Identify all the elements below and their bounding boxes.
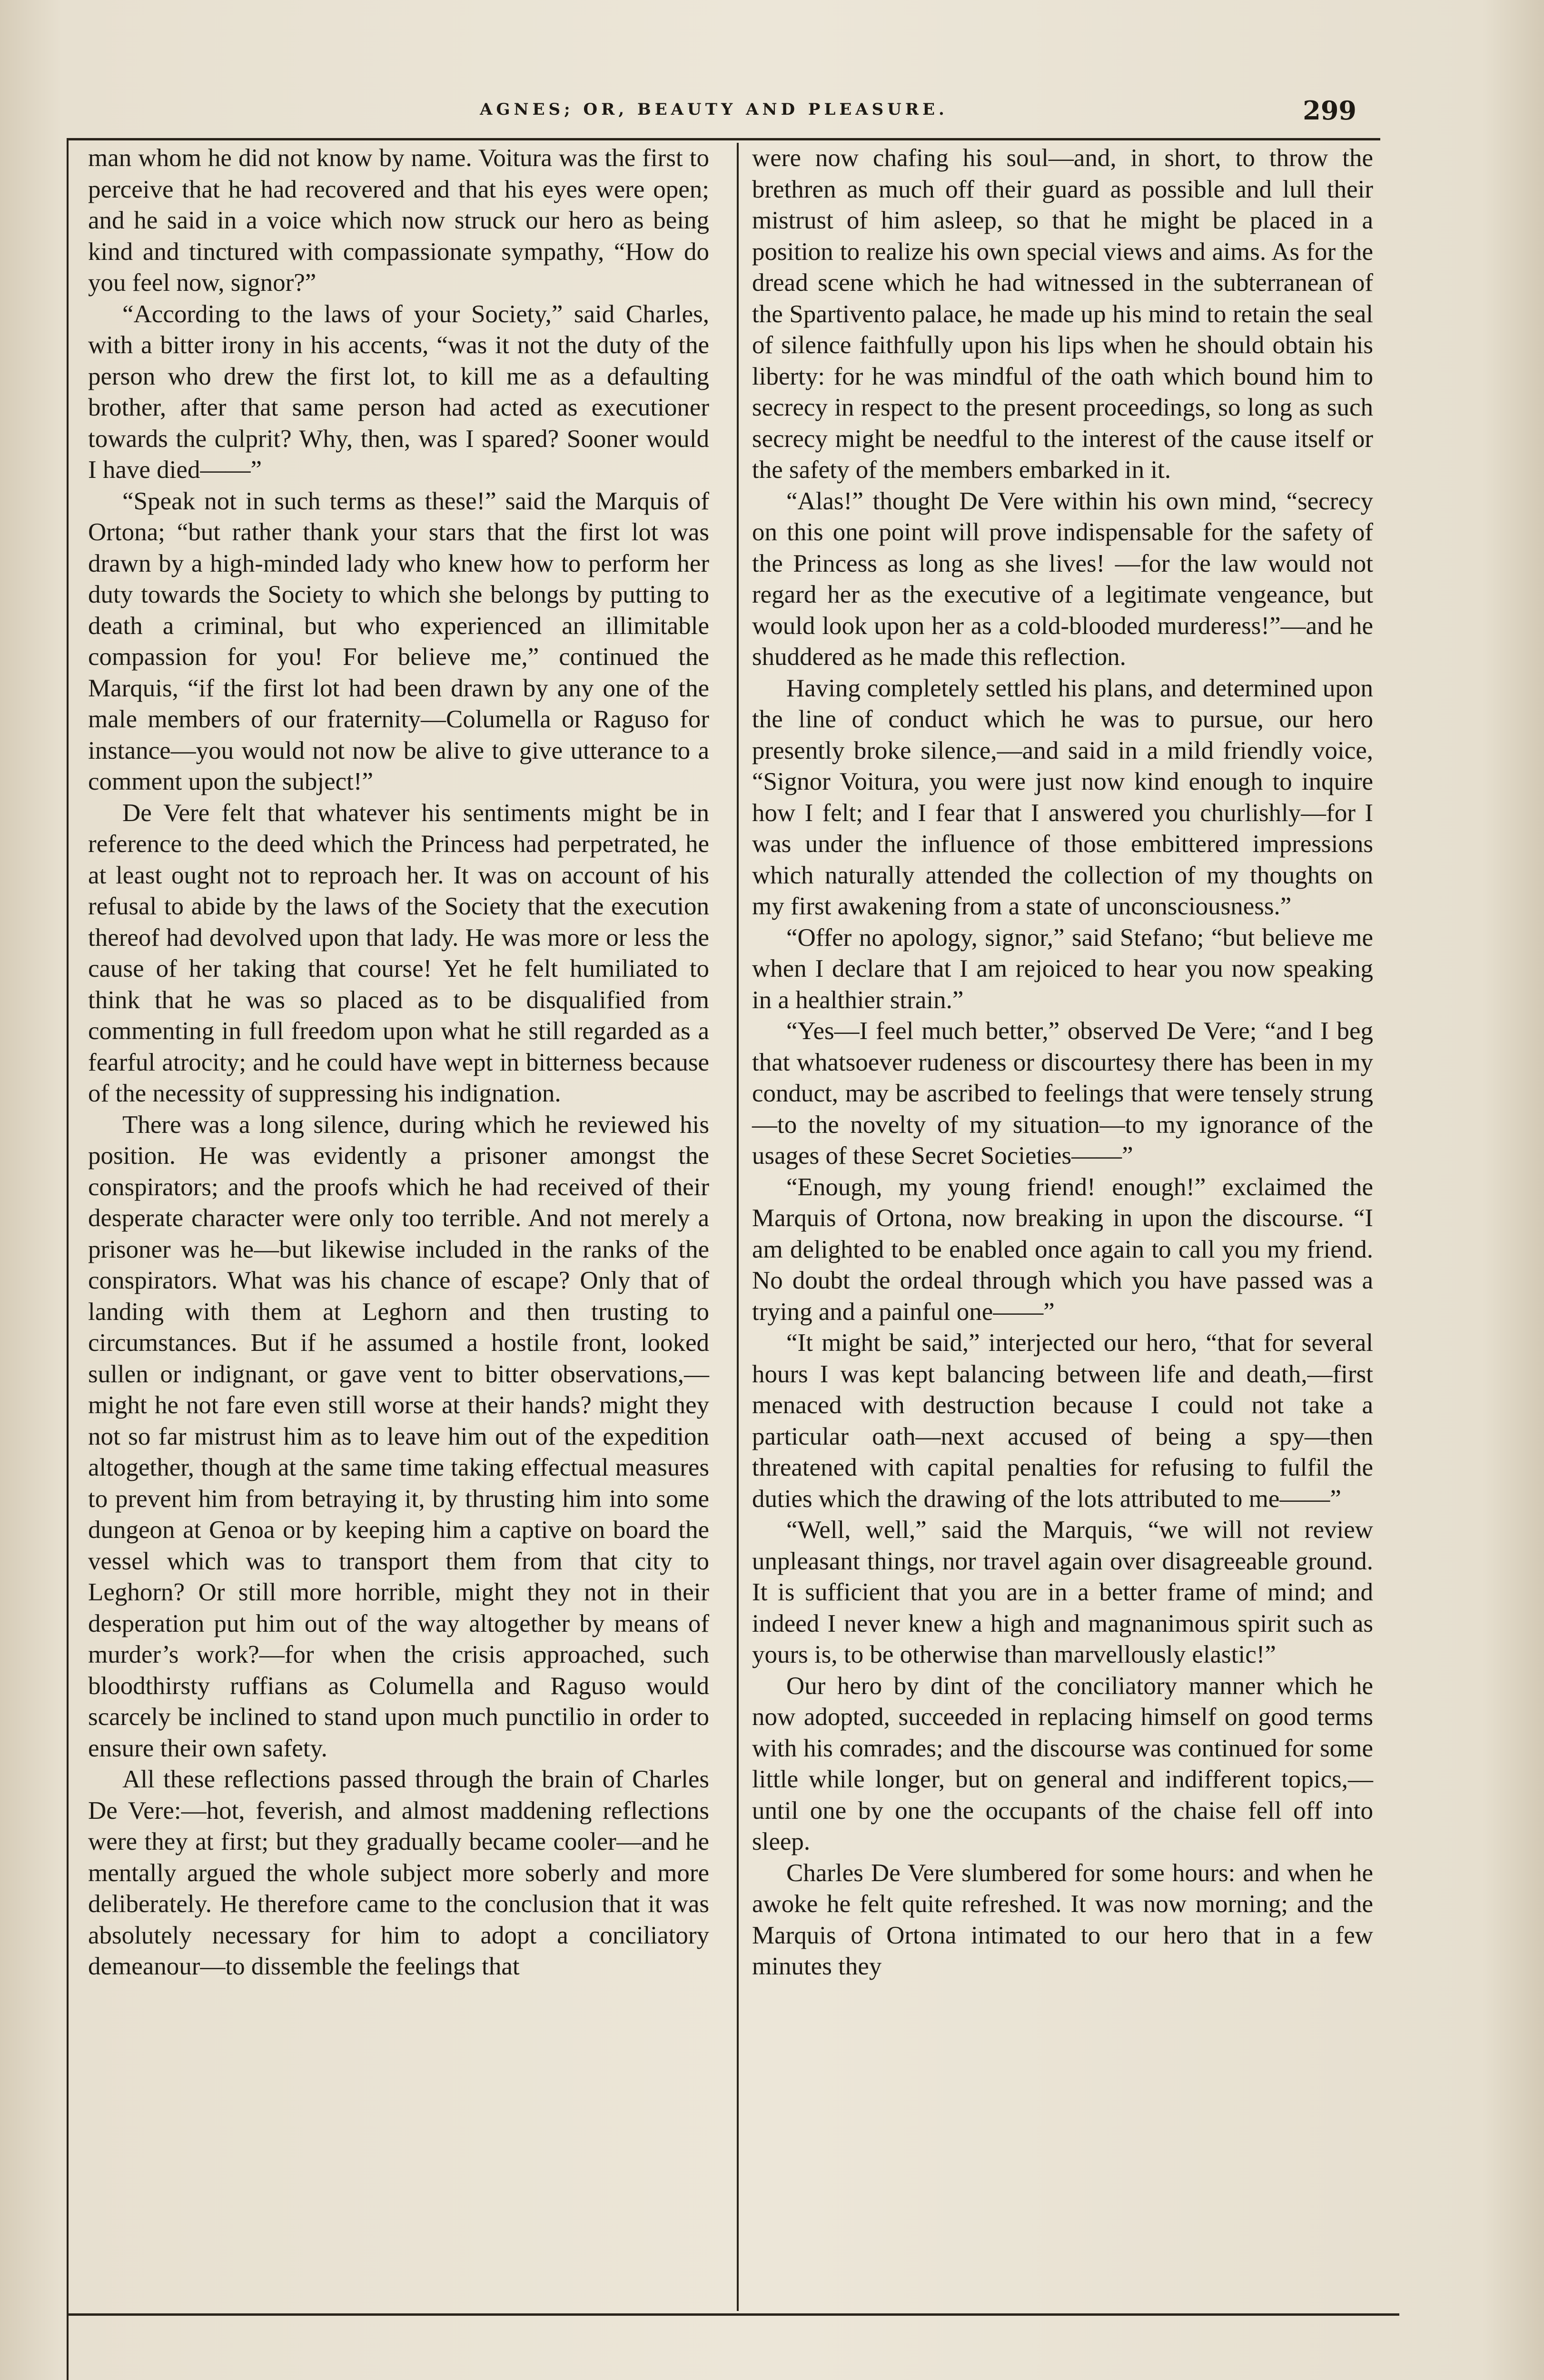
- paragraph: “Enough, my young friend! enough!” exclaimed the Marquis of Ortona, now breaking in upon the discourse. “I am delighted to be enabled once again to call you my friend. No doubt the ordeal through which you have passed was a trying and a painful one——”: [752, 1173, 1373, 1326]
- paragraph: “Speak not in such terms as these!” said the Marquis of Ortona; “but rather thank your stars that the first lot was drawn by a high-minded lady who knew how to perform her duty towards the Society to which she belongs by putting to death a criminal, but who experienced an illimitable compassion for you! For believe me,” continued the Marquis, “if the first lot had been drawn by any one of the male members of our fraternity—Columella or Raguso for instance—you would not now be alive to give utterance to a comment upon the subject!”: [88, 487, 709, 795]
- paragraph: “It might be said,” interjected our hero, “that for several hours I was kept balancing between life and death,—first menaced with destruction because I could not take a particular oath—next accused of being a spy—then threatened with capital penalties for refusing to fulfil the duties which the drawing of the lots attributed to me——”: [752, 1329, 1373, 1513]
- paragraph: “Alas!” thought De Vere within his own mind, “secrecy on this one point will prove indispensable for the safety of the Princess as long as she lives! —for the law would not regard her as the executive of a legitimate vengeance, but would look upon her as a cold-blooded murderess!”—and he shuddered as he made this reflection.: [752, 487, 1373, 671]
- left-border-rule: [67, 138, 69, 2380]
- footer-rule: [67, 2313, 1399, 2316]
- paragraph: “Offer no apology, signor,” said Stefano; “but believe me when I declare that I am rejoiced to hear you now speaking in a healthier strain.”: [752, 923, 1373, 1014]
- running-title: AGNES; OR, BEAUTY AND PLEASURE.: [480, 100, 948, 119]
- left-column: [88, 143, 709, 1983]
- paragraph: Our hero by dint of the conciliatory manner which he now adopted, succeeded in replacing himself on good terms with his comrades; and the discourse was continued for some little while longer, but on general and indifferent topics,—until one by one the occupants of the chaise fell off into sleep.: [752, 1672, 1373, 1855]
- right-column: [752, 143, 1373, 1983]
- paragraph: De Vere felt that whatever his sentiments might be in reference to the deed which the Princess had perpetrated, he at least ought not to reproach her. It was on account of his refusal to abide by the laws of the Society that the execution thereof had devolved upon that lady. He was more or less the cause of her taking that course! Yet he felt humiliated to think that he was so placed as to be disqualified from commenting in full freedom upon what he still regarded as a fearful atrocity; and he could have wept in bitterness because of the necessity of suppressing his indignation.: [88, 799, 709, 1107]
- paragraph: All these reflections passed through the brain of Charles De Vere:—hot, feverish, and almost maddening reflections were they at first; but they gradually became cooler—and he mentally argued the whole subject more soberly and more deliberately. He therefore came to the conclusion that it was absolutely necessary for him to adopt a conciliatory demeanour—to dissemble the feelings that: [88, 1765, 709, 1980]
- page-header: [71, 95, 1356, 133]
- paragraph: Having completely settled his plans, and determined upon the line of conduct which he was to pursue, our hero presently broke silence,—and said in a mild friendly voice, “Signor Voitura, you were just now kind enough to inquire how I felt; and I fear that I answered you churlishly—for I was under the influence of those embittered impressions which naturally attended the collection of my thoughts on my first awakening from a state of unconsciousness.”: [752, 674, 1373, 920]
- paragraph: “Well, well,” said the Marquis, “we will not review unpleasant things, nor travel again over disagreeable ground. It is sufficient that you are in a better frame of mind; and indeed I never knew a high and magnanimous spirit such as yours is, to be otherwise than marvellously elastic!”: [752, 1516, 1373, 1668]
- header-rule: [67, 138, 1380, 140]
- paragraph: “According to the laws of your Society,” said Charles, with a bitter irony in his accents, “was it not the duty of the person who drew the first lot, to kill me as a defaulting brother, after that same person had acted as executioner towards the culprit? Why, then, was I spared? Sooner would I have died——”: [88, 300, 709, 484]
- page-number: 299: [1303, 95, 1356, 126]
- paragraph: man whom he did not know by name. Voitura was the first to perceive that he had recovered and that his eyes were open; and he said in a voice which now struck our hero as being kind and tinctured with compassionate sympathy, “How do you feel now, signor?”: [88, 144, 709, 297]
- paragraph: There was a long silence, during which he reviewed his position. He was evidently a prisoner amongst the conspirators; and the proofs which he had received of their desperate character were only too terrible. And not merely a prisoner was he—but likewise included in the ranks of the conspirators. What was his chance of escape? Only that of landing with them at Leghorn and then trusting to circumstances. But if he assumed a hostile front, looked sullen or indignant, or gave vent to bitter observations,—might he not fare even still worse at their hands? might they not so far mistrust him as to leave him out of the expedition altogether, though at the same time taking effectual measures to prevent him from betraying it, by thrusting him into some dungeon at Genoa or by keeping him a captive on board the vessel which was to transport them from that city to Leghorn? Or still more horrible, might they not in their desperation put him out of the way altogether by means of murder’s work?—for when the crisis approached, such bloodthirsty ruffians as Columella and Raguso would scarcely be inclined to stand upon much punctilio in order to ensure their own safety.: [88, 1111, 709, 1762]
- column-divider: [737, 143, 739, 2311]
- paragraph: were now chafing his soul—and, in short, to throw the brethren as much off their guard as possible and lull their mistrust of him asleep, so that he might be placed in a position to realize his own special views and aims. As for the dread scene which he had witnessed in the subterranean of the Spartivento palace, he made up his mind to retain the seal of silence faithfully upon his lips when he should obtain his liberty: for he was mindful of the oath which bound him to secrecy in respect to the present proceedings, so long as such secrecy might be needful to the interest of the cause itself or the safety of the members embarked in it.: [752, 144, 1373, 484]
- paragraph: “Yes—I feel much better,” observed De Vere; “and I beg that whatsoever rudeness or discourtesy there has been in my conduct, may be ascribed to feelings that were tensely strung—to the novelty of my situation—to my ignorance of the usages of these Secret Societies——”: [752, 1017, 1373, 1170]
- paragraph: Charles De Vere slumbered for some hours: and when he awoke he felt quite refreshed. It was now morning; and the Marquis of Ortona intimated to our hero that in a few minutes they: [752, 1859, 1373, 1980]
